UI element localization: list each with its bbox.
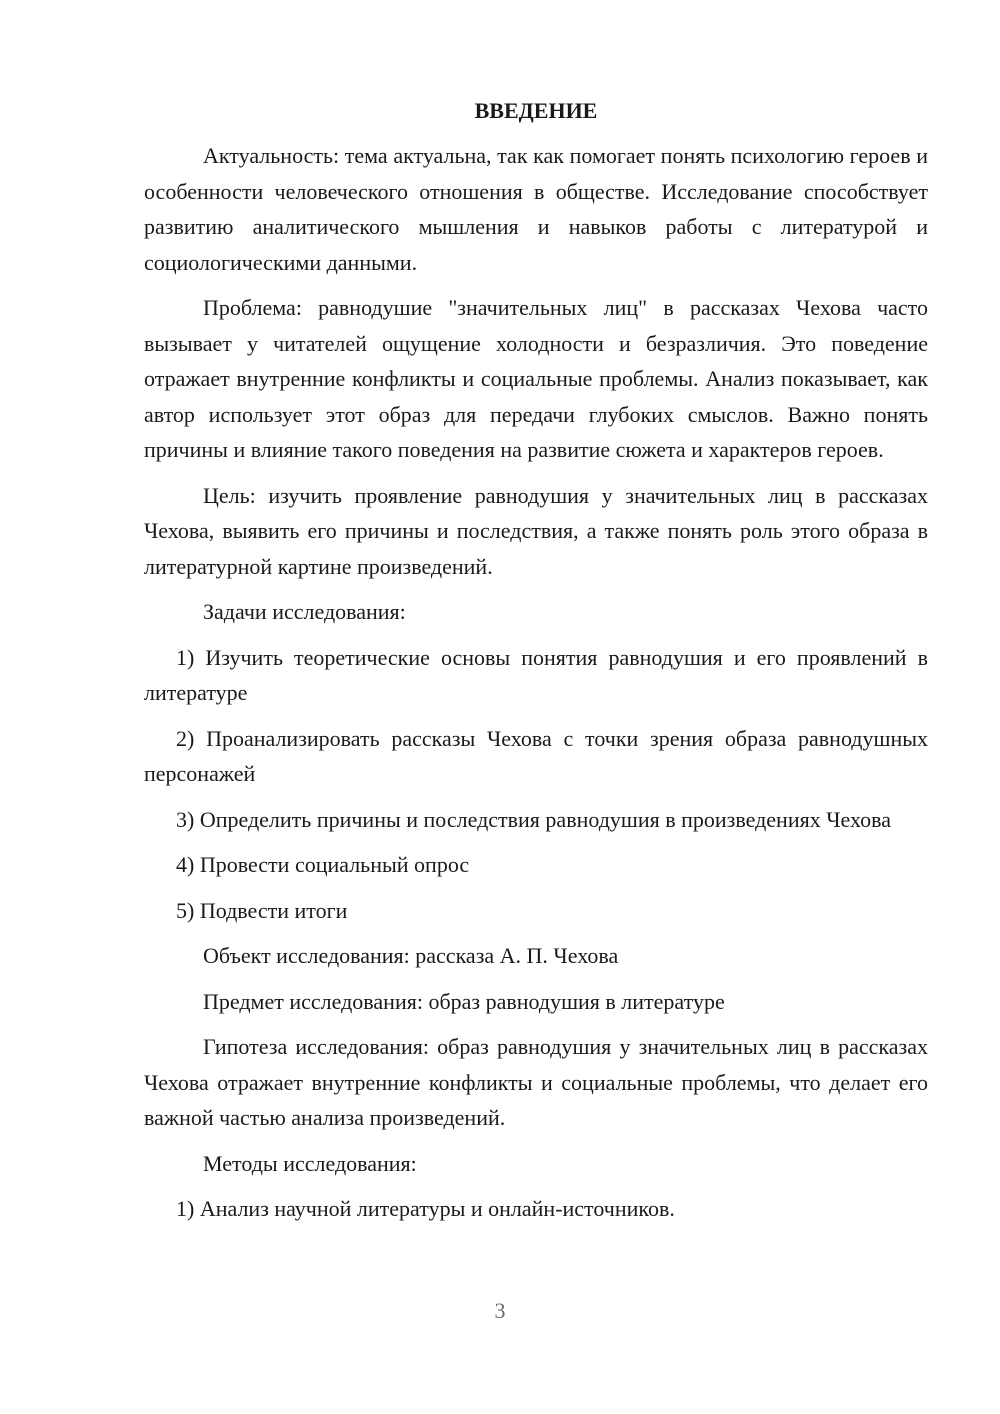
section-heading: ВВЕДЕНИЕ — [474, 98, 598, 123]
page-number: 3 — [494, 1298, 506, 1323]
object-paragraph: Объект исследования: рассказа А. П. Чехова — [203, 943, 619, 968]
problem-paragraph: Проблема: равнодушие "значительных лиц" в рассказах Чехова часто вызывает у читателей ощущение холодности и безразличия. Это поведение отражает внутренние конфликты и социальные проблемы. Анализ показывает, как автор использует этот образ для передачи глубоких смыслов. Важно понять причины и влияние такого поведения на развитие сюжета и характеров героев. — [144, 295, 928, 462]
tasks-label: Задачи исследования: — [203, 599, 406, 624]
task-item-2: 2) Проанализировать рассказы Чехова с точки зрения образа равнодушных персонажей — [144, 725, 928, 786]
task-item-4: 4) Провести социальный опрос — [176, 852, 470, 877]
method-item-1: 1) Анализ научной литературы и онлайн-источников. — [176, 1196, 675, 1221]
task-item-1: 1) Изучить теоретические основы понятия равнодушия и его проявлений в литературе — [144, 644, 928, 705]
relevance-paragraph: Актуальность: тема актуальна, так как помогает понять психологию героев и особенности человеческого отношения в обществе. Исследование способствует развитию аналитического мышления и навыков работы с литературой и социологическими данными. — [144, 143, 928, 275]
task-item-5: 5) Подвести итоги — [176, 897, 348, 923]
goal-paragraph: Цель: изучить проявление равнодушия у значительных лиц в рассказах Чехова, выявить его причины и последствия, а также понять роль этого образа в литературной картине произведений. — [144, 482, 928, 579]
task-item-3: 3) Определить причины и последствия равнодушия в произведениях Чехова — [176, 806, 892, 832]
hypothesis-paragraph: Гипотеза исследования: образ равнодушия у значительных лиц в рассказах Чехова отражает внутренние конфликты и социальные проблемы, что делает его важной частью анализа произведений. — [144, 1034, 928, 1130]
methods-label: Методы исследования: — [203, 1150, 417, 1176]
subject-paragraph: Предмет исследования: образ равнодушия в литературе — [203, 988, 725, 1014]
document-page — [144, 96, 928, 1237]
